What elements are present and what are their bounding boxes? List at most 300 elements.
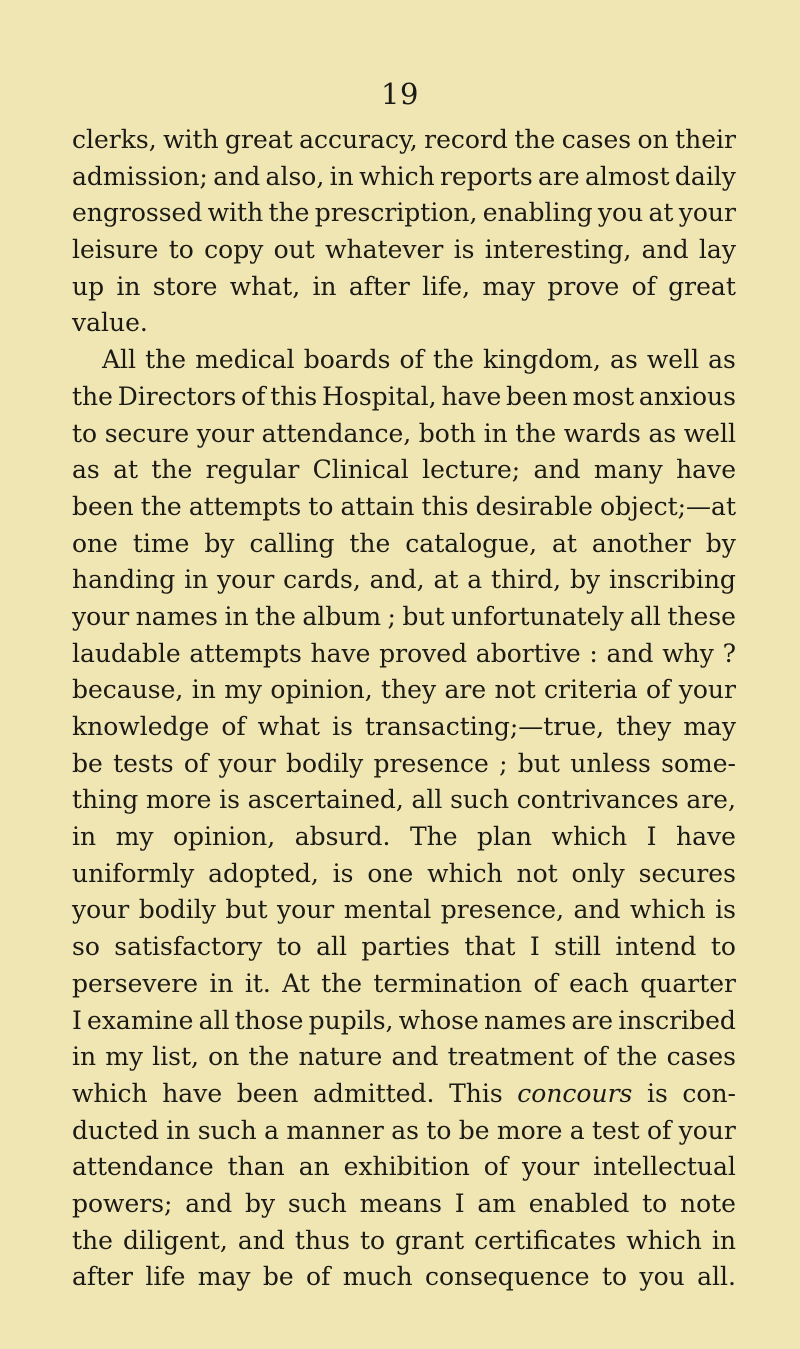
word: note <box>679 1188 736 1218</box>
word: wards <box>563 418 641 448</box>
word: a <box>264 1115 279 1145</box>
word: their <box>675 125 736 154</box>
word: prove <box>547 271 620 301</box>
word: diligent, <box>122 1225 228 1255</box>
word: such <box>197 1115 257 1145</box>
word: store <box>152 271 218 301</box>
word: the <box>145 345 187 375</box>
word: only <box>571 858 625 888</box>
word: of <box>241 381 266 411</box>
word: be <box>72 748 103 778</box>
word: it. <box>244 968 271 998</box>
word: by <box>204 528 235 558</box>
word: your <box>277 895 335 925</box>
word: your <box>196 418 254 448</box>
word: enabled <box>528 1188 630 1218</box>
text-line <box>72 782 736 819</box>
word: termination <box>373 968 523 998</box>
word: in <box>224 601 249 631</box>
word: to <box>642 1188 668 1218</box>
word: of <box>631 271 656 301</box>
word: the <box>616 1042 658 1072</box>
word: of <box>533 968 558 998</box>
word: so <box>72 932 100 962</box>
text-line <box>72 929 736 966</box>
body-text <box>72 122 736 1296</box>
word: This <box>449 1078 503 1108</box>
word: proved <box>379 638 468 668</box>
word: with <box>163 125 219 154</box>
word: with <box>207 198 264 228</box>
word: at <box>551 528 577 558</box>
word: my <box>224 675 263 705</box>
text-line <box>72 379 736 416</box>
word: well <box>646 345 700 375</box>
word: which <box>427 858 503 888</box>
word: to <box>601 1262 628 1292</box>
word: be <box>458 1115 490 1145</box>
text-line <box>72 1149 736 1186</box>
text-line <box>72 856 736 893</box>
word: ducted <box>72 1115 159 1145</box>
word: after <box>72 1262 133 1292</box>
word: enabling <box>482 198 593 228</box>
word: opinion, <box>270 675 373 705</box>
word: are <box>571 1005 614 1035</box>
word: the <box>514 125 556 154</box>
word: grant <box>395 1225 465 1255</box>
word: satisfactory <box>114 932 263 962</box>
word: of <box>646 1115 672 1145</box>
word: anxious <box>638 381 736 411</box>
word: this <box>270 381 318 411</box>
word: clerks, <box>72 125 157 154</box>
word: almost <box>585 161 670 191</box>
word: mental <box>343 895 432 925</box>
word: inscribing <box>608 565 736 595</box>
word: but <box>225 895 268 925</box>
word: and <box>533 455 581 485</box>
word: those <box>234 1005 304 1035</box>
word: are, <box>686 785 736 815</box>
word: contrivances <box>516 785 679 815</box>
word: copy <box>204 235 264 265</box>
word: parties <box>361 932 450 962</box>
word: as <box>610 345 638 375</box>
word: all <box>630 601 661 631</box>
word: lecture; <box>422 455 521 485</box>
word: attempts <box>189 638 302 668</box>
text-line <box>72 746 736 783</box>
word: in <box>72 1042 97 1072</box>
word: quarter <box>640 968 736 998</box>
word: of <box>183 748 209 778</box>
word: in <box>166 1115 191 1145</box>
word: daily <box>674 161 736 191</box>
word: : <box>589 638 598 668</box>
word: bodily <box>286 748 364 778</box>
word: cases <box>561 125 632 154</box>
word: a <box>467 565 483 595</box>
word: and <box>237 1225 285 1255</box>
word: I <box>529 932 540 962</box>
word: not <box>494 675 536 705</box>
word: life <box>145 1262 186 1292</box>
word: which <box>626 1225 702 1255</box>
word: record <box>424 125 508 154</box>
word: knowledge <box>72 712 210 741</box>
text-line <box>72 636 736 673</box>
word: the <box>515 418 557 448</box>
word: presence <box>373 748 489 778</box>
word: in <box>184 565 209 595</box>
word: some- <box>661 748 736 778</box>
word: persevere <box>72 968 199 998</box>
word: and <box>573 895 621 925</box>
word: At <box>282 968 310 998</box>
word: whatever <box>325 235 444 265</box>
word: secures <box>638 858 736 888</box>
word: as <box>391 1115 419 1145</box>
word: why <box>662 638 714 668</box>
word: Clinical <box>312 455 409 485</box>
word: the <box>349 528 391 558</box>
word: album <box>302 601 382 631</box>
text-line <box>72 122 736 159</box>
word: most <box>572 381 635 411</box>
word: your <box>217 565 275 595</box>
word: you <box>597 198 644 228</box>
word: but <box>517 748 560 778</box>
word: each <box>569 968 629 998</box>
word: have <box>676 455 736 485</box>
word: more <box>145 785 212 815</box>
word: regular <box>205 455 300 485</box>
word: consequence <box>425 1262 590 1292</box>
text-line <box>72 966 736 1003</box>
word: and, <box>369 565 425 595</box>
word: admitted. <box>313 1078 435 1108</box>
word: engrossed <box>72 198 203 228</box>
word: intellectual <box>593 1152 736 1182</box>
text-line <box>72 1223 736 1260</box>
word: am <box>477 1188 517 1218</box>
text-line <box>72 489 736 526</box>
word: con- <box>682 1078 736 1108</box>
text-line <box>72 305 736 342</box>
word: thus <box>294 1225 350 1255</box>
text-line <box>72 1186 736 1223</box>
text-line <box>72 1259 736 1296</box>
word: which <box>551 822 628 852</box>
word: and <box>606 638 654 668</box>
word: to <box>72 418 98 448</box>
text-line <box>72 1076 736 1113</box>
text-line <box>72 195 736 232</box>
word: be <box>262 1262 294 1292</box>
word: catalogue, <box>405 528 538 558</box>
word: to <box>426 1115 452 1145</box>
word: these <box>667 601 736 631</box>
word: that <box>464 932 516 962</box>
word: a <box>569 1115 585 1145</box>
word: are <box>538 161 580 191</box>
word: prescription, <box>314 198 478 228</box>
word: cards, <box>283 565 361 595</box>
word: by <box>705 528 736 558</box>
word: ? <box>722 638 736 668</box>
word: more <box>496 1115 563 1145</box>
word: criteria <box>544 675 638 705</box>
word: ; <box>499 748 508 778</box>
word: bodily <box>138 895 216 925</box>
word: this <box>421 491 469 521</box>
text-line <box>72 1113 736 1150</box>
word: in <box>116 271 141 301</box>
word: medical <box>195 345 295 375</box>
word: to <box>710 932 736 962</box>
word: your <box>678 675 736 705</box>
word: to <box>168 235 194 265</box>
word: than <box>227 1152 285 1182</box>
word: transacting;—true, <box>364 712 605 741</box>
word: plan <box>477 822 533 852</box>
text-line <box>72 672 736 709</box>
word: handing <box>72 565 176 595</box>
word: your <box>678 198 736 228</box>
word: all <box>316 932 348 962</box>
word: unless <box>570 748 651 778</box>
word: by <box>244 1188 276 1218</box>
word: powers; <box>72 1188 173 1218</box>
word: all <box>411 785 443 815</box>
word: Directors <box>117 381 237 411</box>
word: and <box>213 161 261 191</box>
word: many <box>593 455 663 485</box>
word: third, <box>491 565 562 595</box>
word: attendance, <box>261 418 412 448</box>
word: but <box>402 601 445 631</box>
word: treatment <box>447 1042 574 1072</box>
word: secure <box>104 418 190 448</box>
word: is <box>219 785 240 815</box>
text-line <box>72 342 736 379</box>
word: of <box>221 712 246 741</box>
word: is <box>332 712 353 741</box>
word: of <box>483 1152 509 1182</box>
word: my <box>115 822 154 852</box>
word: the <box>140 491 182 521</box>
text-line <box>72 526 736 563</box>
word: out <box>273 235 315 265</box>
word: concours <box>517 1078 633 1108</box>
word: your <box>521 1152 580 1182</box>
word: to <box>308 491 334 521</box>
word: nature <box>298 1042 383 1072</box>
word: intend <box>615 932 697 962</box>
word: all. <box>697 1262 736 1292</box>
word: absurd. <box>294 822 391 852</box>
word: your <box>678 1115 736 1145</box>
word: as <box>708 345 736 375</box>
word: well <box>683 418 736 448</box>
paragraph-2 <box>72 342 736 1296</box>
word: cases <box>666 1042 736 1072</box>
word: in <box>711 1225 736 1255</box>
word: ascertained, <box>247 785 404 815</box>
word: great <box>225 125 293 154</box>
word: laudable <box>72 638 181 668</box>
word: another <box>591 528 691 558</box>
word: reports <box>440 161 533 191</box>
word: leisure <box>72 235 159 265</box>
word: is <box>453 235 475 265</box>
word: in <box>72 822 97 852</box>
text-line <box>72 269 736 306</box>
word: and <box>185 1188 233 1218</box>
word: interesting, <box>484 235 632 265</box>
word: The <box>409 822 458 852</box>
word: the <box>268 198 310 228</box>
text-line <box>72 159 736 196</box>
word: time <box>132 528 190 558</box>
word: on <box>208 1042 240 1072</box>
word: on <box>637 125 669 154</box>
word: one <box>72 528 118 558</box>
word: both <box>418 418 476 448</box>
word: not <box>516 858 558 888</box>
word: also, <box>265 161 325 191</box>
text-line <box>72 232 736 269</box>
page-number: 19 <box>381 77 419 111</box>
word: are <box>444 675 487 705</box>
word: in <box>483 418 508 448</box>
word: have <box>676 822 736 852</box>
word: which <box>630 895 706 925</box>
word: have <box>441 381 502 411</box>
text-line <box>72 1039 736 1076</box>
word: ; <box>387 601 396 631</box>
word: after <box>348 271 410 301</box>
word: opinion, <box>172 822 276 852</box>
word: which <box>359 161 435 191</box>
word: examine <box>87 1005 194 1035</box>
word: names <box>483 1005 567 1035</box>
word: such <box>287 1188 347 1218</box>
word: desirable <box>475 491 593 521</box>
word: at <box>113 455 139 485</box>
word: calling <box>249 528 335 558</box>
word: list, <box>152 1042 199 1072</box>
word: because, <box>72 675 184 705</box>
word: of <box>646 675 671 705</box>
word: been <box>72 491 134 521</box>
word: they <box>616 712 672 741</box>
word: an <box>298 1152 330 1182</box>
word: value. <box>72 308 148 338</box>
word: may <box>482 271 536 301</box>
word: the <box>151 455 193 485</box>
word: in <box>329 161 354 191</box>
word: manner <box>286 1115 384 1145</box>
word: by <box>569 565 601 595</box>
word: boards <box>303 345 391 375</box>
word: I <box>72 1005 82 1035</box>
word: my <box>105 1042 144 1072</box>
word: have <box>310 638 371 668</box>
word: I <box>646 822 657 852</box>
word: means <box>359 1188 442 1218</box>
word: your <box>72 601 130 631</box>
word: abortive <box>475 638 581 668</box>
word: the <box>72 1225 113 1255</box>
word: your <box>72 895 130 925</box>
word: unfortunately <box>451 601 624 631</box>
word: they <box>381 675 437 705</box>
paragraph-1 <box>72 122 736 342</box>
word: your <box>218 748 276 778</box>
word: to <box>360 1225 386 1255</box>
word: kingdom, <box>482 345 601 375</box>
word: and <box>641 235 689 265</box>
word: of <box>306 1262 331 1292</box>
word: of <box>583 1042 608 1072</box>
word: test <box>591 1115 640 1145</box>
word: what, <box>229 271 301 301</box>
word: the <box>248 1042 290 1072</box>
word: pupils, <box>308 1005 394 1035</box>
word: is <box>332 858 354 888</box>
word: the <box>72 381 113 411</box>
word: the <box>321 968 363 998</box>
word: attendance <box>72 1152 214 1182</box>
word: whose <box>398 1005 479 1035</box>
text-line <box>72 599 736 636</box>
word: thing <box>72 785 139 815</box>
word: is <box>715 895 736 925</box>
word: of <box>399 345 424 375</box>
word: at <box>648 198 674 228</box>
word: is <box>646 1078 668 1108</box>
word: in <box>209 968 234 998</box>
word: lay <box>698 235 736 265</box>
word: much <box>342 1262 413 1292</box>
text-line <box>72 1003 736 1040</box>
word: to <box>276 932 302 962</box>
word: presence, <box>440 895 565 925</box>
word: such <box>450 785 510 815</box>
word: what <box>257 712 321 741</box>
word: one <box>367 858 414 888</box>
text-line <box>72 819 736 856</box>
word: object;—at <box>599 491 736 521</box>
text-line <box>72 892 736 929</box>
word: great <box>668 271 736 301</box>
word: the <box>255 601 296 631</box>
word: and <box>391 1042 439 1072</box>
word: as <box>648 418 677 448</box>
text-line <box>72 452 736 489</box>
word: uniformly <box>72 858 195 888</box>
word: at <box>433 565 459 595</box>
word: attempts <box>188 491 302 521</box>
word: all <box>198 1005 230 1035</box>
word: have <box>162 1078 223 1108</box>
word: life, <box>422 271 471 301</box>
text-line <box>72 709 736 746</box>
text-line <box>72 562 736 599</box>
word: inscribed <box>618 1005 736 1035</box>
